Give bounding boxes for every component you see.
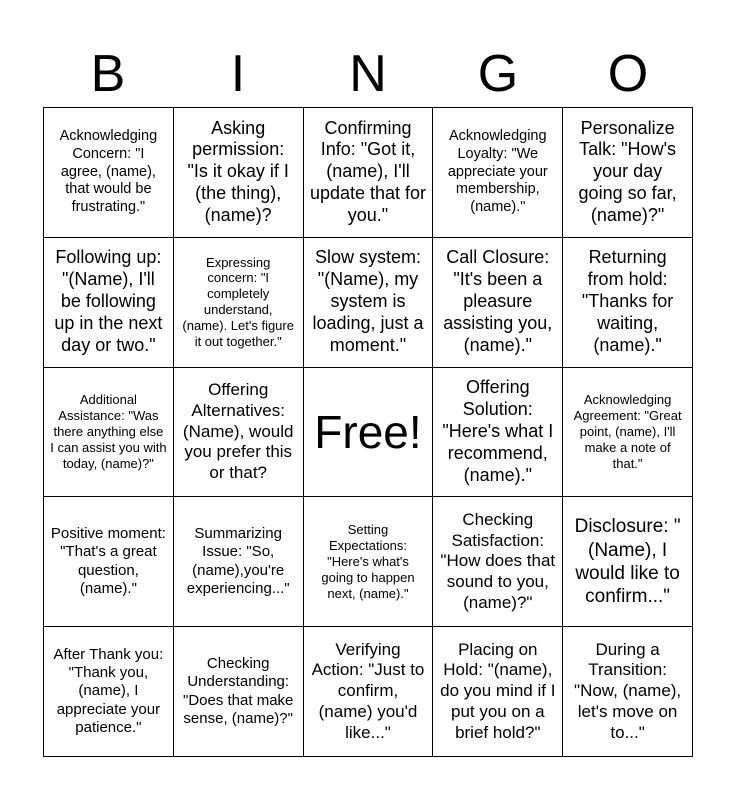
cell-text: Placing on Hold: "(name), do you mind if I put you on a brief hold?"	[440, 639, 556, 742]
cell-text: Verifying Action: "Just to confirm, (name) you'd like..."	[311, 639, 425, 742]
cell-text: Acknowledging Loyalty: "We appreciate your membership, (name)."	[447, 128, 548, 215]
cell-text: Expressing concern: "I completely understand, (name). Let's figure it out together."	[182, 254, 294, 349]
bingo-cell[interactable]	[44, 497, 174, 627]
bingo-cell[interactable]	[174, 368, 304, 498]
cell-text: Positive moment: "That's a great question, (name)."	[50, 525, 166, 598]
cell-text: Additional Assistance: "Was there anything else I can assist you with today, (name)?"	[50, 392, 167, 471]
bingo-cell[interactable]	[174, 238, 304, 368]
free-space-label: Free!	[314, 405, 422, 458]
bingo-cell[interactable]	[433, 368, 563, 498]
bingo-cell[interactable]	[44, 108, 174, 238]
header-letter-i: I	[230, 45, 246, 103]
bingo-cell[interactable]	[563, 238, 693, 368]
cell-text: Personalize Talk: "How's your day going so far, (name)?"	[578, 117, 677, 226]
cell-text: Setting Expectations: "Here's what's going to happen next, (name)."	[321, 522, 415, 601]
bingo-cell[interactable]	[563, 497, 693, 627]
cell-text: Call Closure: "It's been a pleasure assisting you, (name)."	[443, 247, 553, 356]
bingo-cell[interactable]	[44, 238, 174, 368]
bingo-cell[interactable]	[433, 627, 563, 757]
cell-text: Returning from hold: "Thanks for waiting, (name)."	[581, 247, 674, 356]
cell-text: Slow system: "(Name), my system is loading, just a moment."	[312, 247, 424, 356]
bingo-cell[interactable]	[174, 497, 304, 627]
bingo-cell[interactable]	[304, 108, 434, 238]
cell-text: Disclosure: "(Name), I would like to confirm..."	[574, 516, 681, 607]
cell-text: Acknowledging Concern: "I agree, (name), that would be frustrating."	[59, 128, 158, 215]
bingo-cell[interactable]	[304, 238, 434, 368]
bingo-cell[interactable]	[304, 497, 434, 627]
bingo-cell[interactable]	[563, 368, 693, 498]
cell-text: Asking permission: "Is it okay if I (the thing), (name)?	[187, 117, 289, 226]
bingo-cell[interactable]	[44, 627, 174, 757]
free-space-cell[interactable]	[304, 368, 434, 498]
bingo-cell[interactable]	[174, 627, 304, 757]
header-letter-o: O	[607, 45, 649, 103]
bingo-cell[interactable]	[174, 108, 304, 238]
bingo-header	[43, 44, 693, 104]
header-letter-g: G	[477, 45, 519, 103]
cell-text: Summarizing Issue: "So, (name),you're experiencing..."	[186, 525, 290, 598]
bingo-cell[interactable]	[563, 108, 693, 238]
cell-text: During a Transition: "Now, (name), let's move on to..."	[574, 639, 682, 742]
bingo-cell[interactable]	[433, 108, 563, 238]
cell-text: Offering Solution: "Here's what I recommend, (name)."	[442, 377, 554, 485]
bingo-cell[interactable]	[433, 497, 563, 627]
cell-text: Offering Alternatives: (Name), would you prefer this or that?	[182, 380, 294, 483]
cell-text: Checking Understanding: "Does that make sense, (name)?"	[183, 655, 294, 727]
cell-text: Acknowledging Agreement: "Great point, (name), I'll make a note of that."	[573, 392, 682, 471]
bingo-card-grid	[43, 107, 693, 757]
cell-text: Confirming Info: "Got it, (name), I'll update that for you."	[309, 117, 427, 226]
bingo-cell[interactable]	[433, 238, 563, 368]
cell-text: Checking Satisfaction: "How does that sound to you, (name)?"	[440, 509, 556, 612]
bingo-cell[interactable]	[563, 627, 693, 757]
header-letter-n: N	[349, 45, 387, 103]
bingo-cell[interactable]	[44, 368, 174, 498]
cell-text: Following up: "(Name), I'll be following up in the next day or two."	[54, 247, 163, 356]
header-letter-b: B	[90, 45, 126, 103]
cell-text: After Thank you: "Thank you, (name), I appreciate your patience."	[53, 645, 164, 737]
bingo-cell[interactable]	[304, 627, 434, 757]
